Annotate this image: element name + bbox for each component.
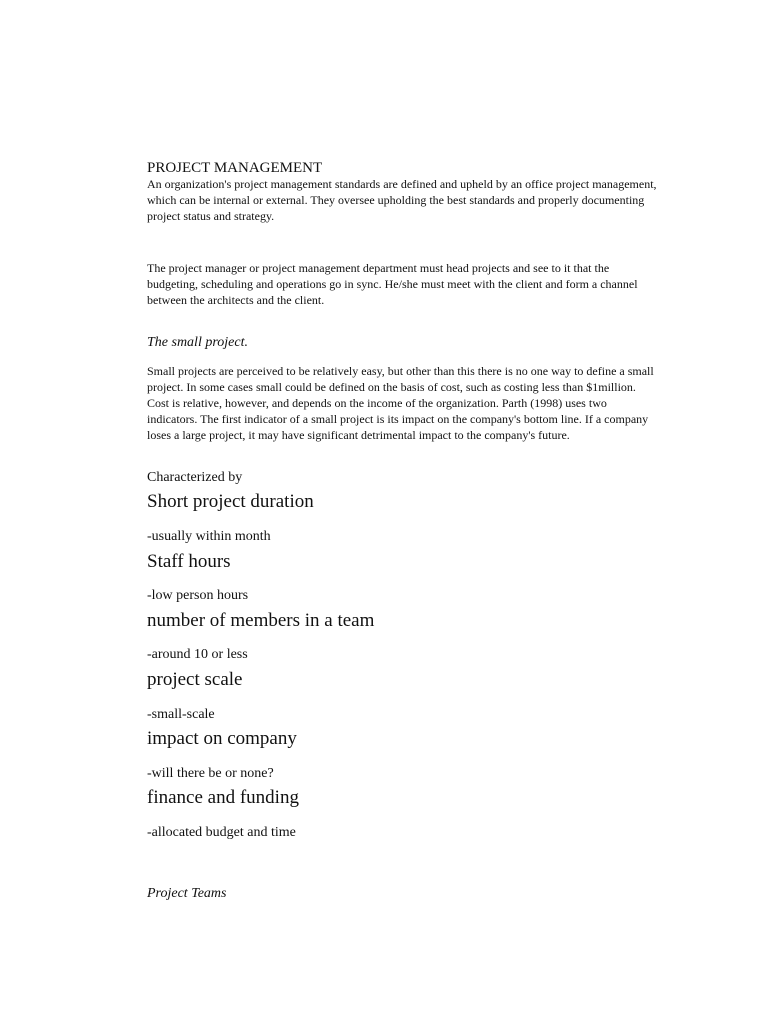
- document-title: PROJECT MANAGEMENT: [147, 160, 323, 176]
- manager-paragraph: The project manager or project management department must head projects and see to it that the budgeting, scheduling and operations go in sync. He/she must meet with the client and form a channel between the architects and the client.: [147, 261, 638, 307]
- characteristic-detail: -allocated budget and time: [147, 825, 296, 840]
- small-project-paragraph: Small projects are perceived to be relatively easy, but other than this there is no one way to define a small project. In some cases small could be defined on the basis of cost, such as costing less than $1million. Cost is relative, however, and depends on the income of the organization. Parth (1998) uses two indicators. The first indicator of a small project is its impact on the company's bottom line. If a company loses a large project, it may have significant detrimental impact to the company's future.: [147, 364, 654, 442]
- small-project-heading: The small project.: [147, 335, 248, 350]
- characteristic-detail: -low person hours: [147, 588, 249, 603]
- project-teams-heading: Project Teams: [147, 886, 227, 901]
- characteristic-detail: -will there be or none?: [147, 766, 274, 781]
- intro-paragraph: An organization's project management standards are defined and upheld by an office project management, which can be internal or external. They oversee upholding the best standards and properly documenting project status and strategy.: [147, 177, 657, 223]
- characteristic-detail: -usually within month: [147, 529, 271, 544]
- characteristic-heading: Short project duration: [147, 491, 314, 512]
- characteristic-heading: number of members in a team: [147, 610, 375, 631]
- characteristic-detail: -around 10 or less: [147, 647, 248, 662]
- characteristic-heading: project scale: [147, 669, 243, 690]
- characteristic-detail: -small-scale: [147, 707, 215, 722]
- characteristic-heading: Staff hours: [147, 551, 231, 572]
- characterized-by-label: Characterized by: [147, 470, 243, 485]
- characteristic-heading: finance and funding: [147, 787, 299, 808]
- characteristic-heading: impact on company: [147, 728, 297, 749]
